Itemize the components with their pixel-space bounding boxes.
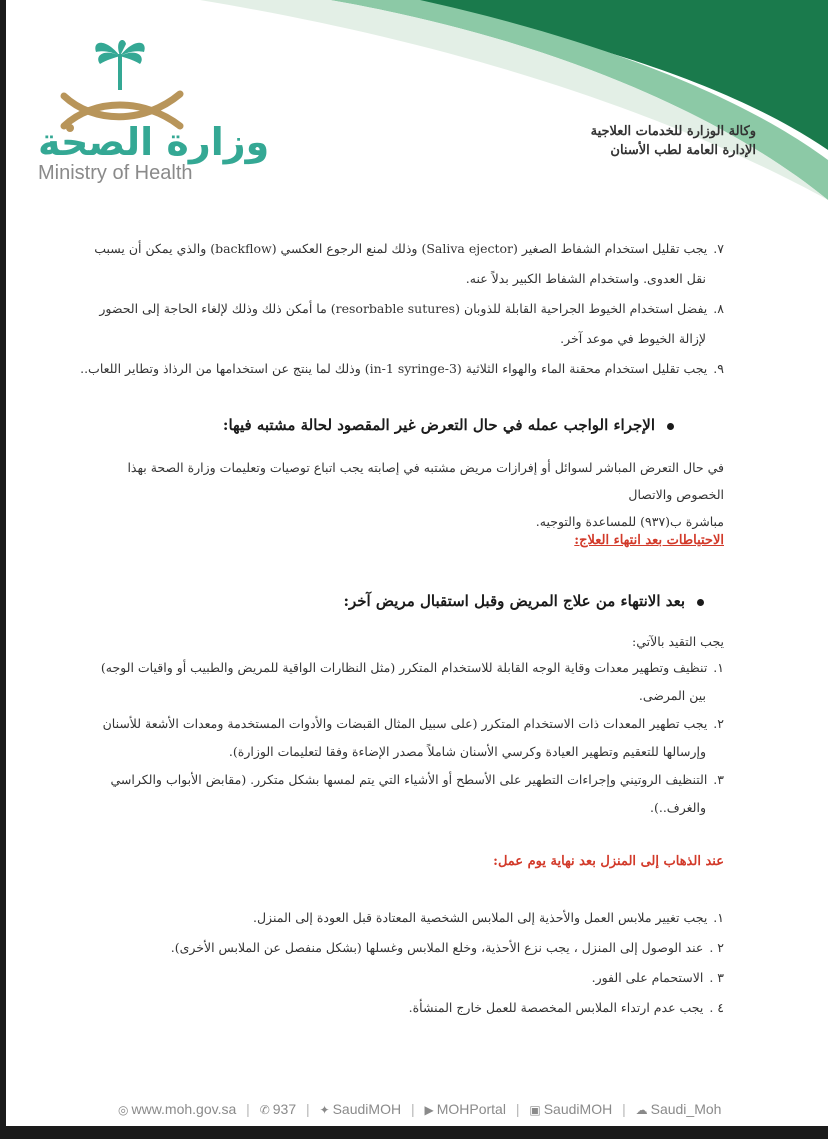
item-text: يفضل استخدام الخيوط الجراحية القابلة للذوبان (resorbable sutures) ما أمكن ذلك وذلك لإلغاء الحاجة إلى الحضور bbox=[99, 301, 708, 316]
list-item bbox=[78, 963, 724, 993]
bullet-icon bbox=[667, 423, 674, 430]
dept-line-2: الإدارة العامة لطب الأسنان bbox=[610, 143, 756, 158]
list-item bbox=[78, 234, 724, 264]
item-number: ٧. bbox=[713, 241, 724, 256]
section-heading: الإجراء الواجب عمله في حال التعرض غير المقصود لحالة مشتبه فيها: bbox=[222, 416, 655, 434]
item-text: لإزالة الخيوط في موعد آخر. bbox=[560, 331, 706, 346]
instagram-icon: ▣ bbox=[529, 1103, 541, 1117]
logo-arabic-name: وزارة الصحة bbox=[38, 120, 270, 164]
footer-contacts: ◎ www.moh.gov.sa | ✆ 937 | ✦ SaudiMOH | ▶ MOHPortal | ▣ SaudiMOH | ☁ Saudi_Moh bbox=[118, 1101, 722, 1117]
red-section-title: الاحتياطات بعد انتهاء العلاج: bbox=[574, 533, 724, 548]
footer-youtube[interactable]: MOHPortal bbox=[436, 1101, 506, 1117]
item-number: ٤ . bbox=[709, 1000, 724, 1015]
footer-phone[interactable]: 937 bbox=[272, 1101, 297, 1117]
item-text: يجب تقليل استخدام محقنة الماء والهواء الثلاثية (3-in-1 syringe) وذلك لما ينتج عن استخدامها من الرذاذ وتطاير اللعاب.. bbox=[80, 361, 708, 376]
item-text: يجب تطهير المعدات ذات الاستخدام المتكرر (على سبيل المثال القبضات والأدوات المستخدمة ومعدات الأشعة للأسنان bbox=[102, 716, 708, 731]
post-treatment-heading bbox=[78, 533, 724, 548]
list-item bbox=[78, 710, 724, 738]
phone-icon: ✆ bbox=[259, 1103, 270, 1117]
list-intro: يجب التقيد بالآتي: bbox=[631, 634, 724, 649]
list-item bbox=[78, 933, 724, 963]
list-item bbox=[78, 766, 724, 794]
item-number: ٢ . bbox=[709, 940, 724, 955]
item-text: يجب تغيير ملابس العمل والأحذية إلى الملابس الشخصية المعتادة قبل العودة إلى المنزل. bbox=[253, 910, 708, 925]
item-text: يجب عدم ارتداء الملابس المخصصة للعمل خارج المنشأة. bbox=[408, 1000, 704, 1015]
going-home-heading bbox=[78, 854, 724, 869]
item-text: والغرف..). bbox=[650, 800, 706, 815]
list-item-continued bbox=[78, 324, 724, 354]
item-number: ١. bbox=[713, 660, 724, 675]
paragraph-line: في حال التعرض المباشر لسوائل أو إفرازات مريض مشتبه في إصابته يجب اتباع توصيات وتعليمات وزارة الصحة بهذا الخصوص والاتصال bbox=[127, 460, 724, 502]
bottom-frame-edge bbox=[0, 1126, 828, 1139]
item-number: ٨. bbox=[713, 301, 724, 316]
globe-icon: ◎ bbox=[118, 1103, 129, 1117]
red-section-title: عند الذهاب إلى المنزل بعد نهاية يوم عمل: bbox=[493, 854, 724, 869]
twitter-icon: ✦ bbox=[319, 1103, 330, 1117]
list-item bbox=[78, 294, 724, 324]
item-number: ٢. bbox=[713, 716, 724, 731]
footer-website[interactable]: www.moh.gov.sa bbox=[131, 1101, 237, 1117]
list-item bbox=[78, 354, 724, 384]
item-number: ١. bbox=[713, 910, 724, 925]
item-number: ٣ . bbox=[709, 970, 724, 985]
exposure-paragraph bbox=[104, 454, 724, 535]
item-text: نقل العدوى. واستخدام الشفاط الكبير بدلاً عنه. bbox=[465, 271, 706, 286]
list-item bbox=[78, 903, 724, 933]
list-item-continued bbox=[78, 794, 724, 822]
dept-line-1: وكالة الوزارة للخدمات العلاجية bbox=[590, 124, 756, 139]
bullet-icon bbox=[697, 599, 704, 606]
between-patients-list bbox=[78, 630, 724, 822]
logo-english-name: Ministry of Health bbox=[38, 162, 193, 184]
footer-instagram[interactable]: SaudiMOH bbox=[543, 1101, 613, 1117]
top-numbered-list bbox=[78, 234, 724, 384]
item-text: بين المرضى. bbox=[638, 688, 706, 703]
item-text: تنظيف وتطهير معدات وقاية الوجه القابلة للاستخدام المتكرر (مثل النظارات الواقية للمريض والطبيب أو واقيات الوجه) bbox=[100, 660, 708, 675]
list-item-continued bbox=[78, 264, 724, 294]
item-text: وإرسالها للتعقيم وتطهير العيادة وكرسي الأسنان شاملاً مصدر الإضاءة وفقا لتعليمات الوزارة). bbox=[228, 744, 706, 759]
paragraph-line: مباشرة ب(٩٣٧) للمساعدة والتوجيه. bbox=[535, 514, 724, 529]
list-item-continued bbox=[78, 682, 724, 710]
item-text: الاستحمام على الفور. bbox=[591, 970, 704, 985]
item-number: ٩. bbox=[713, 361, 724, 376]
list-item bbox=[78, 654, 724, 682]
going-home-list bbox=[78, 903, 724, 1023]
item-text: يجب تقليل استخدام الشفاط الصغير (Saliva ejector) وذلك لمنع الرجوع العكسي (backflow) والذي يمكن أن يسبب bbox=[94, 241, 708, 256]
list-item-continued bbox=[78, 738, 724, 766]
footer-twitter[interactable]: SaudiMOH bbox=[332, 1101, 402, 1117]
item-text: عند الوصول إلى المنزل ، يجب نزع الأحذية، وخلع الملابس وغسلها (بشكل منفصل عن الملابس الأخرى). bbox=[170, 940, 704, 955]
item-text: التنظيف الروتيني وإجراءات التطهير على الأسطح أو الأشياء التي يتم لمسها بشكل متكرر. (مقابض الأبواب والكراسي bbox=[110, 772, 708, 787]
youtube-icon: ▶ bbox=[424, 1103, 434, 1117]
department-block bbox=[591, 122, 756, 160]
section-heading: بعد الانتهاء من علاج المريض وقبل استقبال مريض آخر: bbox=[343, 592, 685, 610]
list-item bbox=[78, 993, 724, 1023]
between-patients-heading-row bbox=[78, 592, 724, 610]
footer-snapchat[interactable]: Saudi_Moh bbox=[650, 1101, 722, 1117]
exposure-heading-row bbox=[78, 416, 724, 434]
item-number: ٣. bbox=[713, 772, 724, 787]
snapchat-icon: ☁ bbox=[635, 1103, 648, 1117]
